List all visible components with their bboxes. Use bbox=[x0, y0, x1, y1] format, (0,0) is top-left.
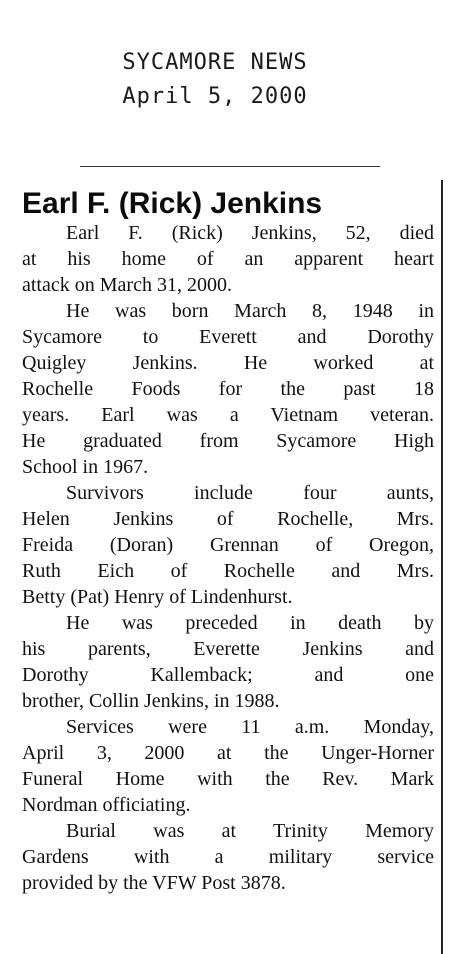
obituary-paragraph bbox=[22, 220, 434, 298]
text-line: Dorothy Kallemback; and one bbox=[22, 664, 434, 686]
text-line: School in 1967. bbox=[22, 456, 149, 478]
text-line: brother, Collin Jenkins, in 1988. bbox=[22, 690, 280, 712]
text-line: years. Earl was a Vietnam veteran. bbox=[22, 404, 434, 426]
text-line: Freida (Doran) Grennan of Oregon, bbox=[22, 534, 434, 556]
text-line: Funeral Home with the Rev. Mark bbox=[22, 768, 434, 790]
column-rule bbox=[441, 180, 443, 954]
text-line: Services were 11 a.m. Monday, bbox=[66, 716, 434, 738]
text-line: at his home of an apparent heart bbox=[22, 248, 434, 270]
text-line: provided by the VFW Post 3878. bbox=[22, 872, 286, 894]
next-headline-fragment bbox=[20, 938, 240, 954]
text-line: Rochelle Foods for the past 18 bbox=[22, 378, 434, 400]
header-divider bbox=[80, 166, 380, 167]
obituary-headline: Earl F. (Rick) Jenkins bbox=[22, 187, 323, 220]
text-line: Earl F. (Rick) Jenkins, 52, died bbox=[66, 222, 434, 244]
text-line: Helen Jenkins of Rochelle, Mrs. bbox=[22, 508, 434, 530]
obituary-body bbox=[22, 220, 434, 896]
obituary-paragraph bbox=[22, 818, 434, 896]
text-line: Burial was at Trinity Memory bbox=[66, 820, 434, 842]
text-line: Sycamore to Everett and Dorothy bbox=[22, 326, 434, 348]
text-line: Gardens with a military service bbox=[22, 846, 434, 868]
text-line: attack on March 31, 2000. bbox=[22, 274, 232, 296]
publication-date: April 5, 2000 bbox=[122, 84, 308, 109]
obituary-paragraph bbox=[22, 480, 434, 610]
text-line: He was born March 8, 1948 in bbox=[66, 300, 434, 322]
text-line: his parents, Everette Jenkins and bbox=[22, 638, 434, 660]
publication-name: SYCAMORE NEWS bbox=[122, 50, 308, 75]
obituary-paragraph bbox=[22, 298, 434, 480]
obituary-paragraph bbox=[22, 714, 434, 818]
text-line: Ruth Eich of Rochelle and Mrs. bbox=[22, 560, 434, 582]
text-line: He was preceded in death by bbox=[66, 612, 434, 634]
text-line: Betty (Pat) Henry of Lindenhurst. bbox=[22, 586, 293, 608]
text-line: He graduated from Sycamore High bbox=[22, 430, 434, 452]
text-line: Nordman officiating. bbox=[22, 794, 191, 816]
text-line: Survivors include four aunts, bbox=[66, 482, 434, 504]
text-line: April 3, 2000 at the Unger-Horner bbox=[22, 742, 434, 764]
obituary-paragraph bbox=[22, 610, 434, 714]
text-line: Quigley Jenkins. He worked at bbox=[22, 352, 434, 374]
